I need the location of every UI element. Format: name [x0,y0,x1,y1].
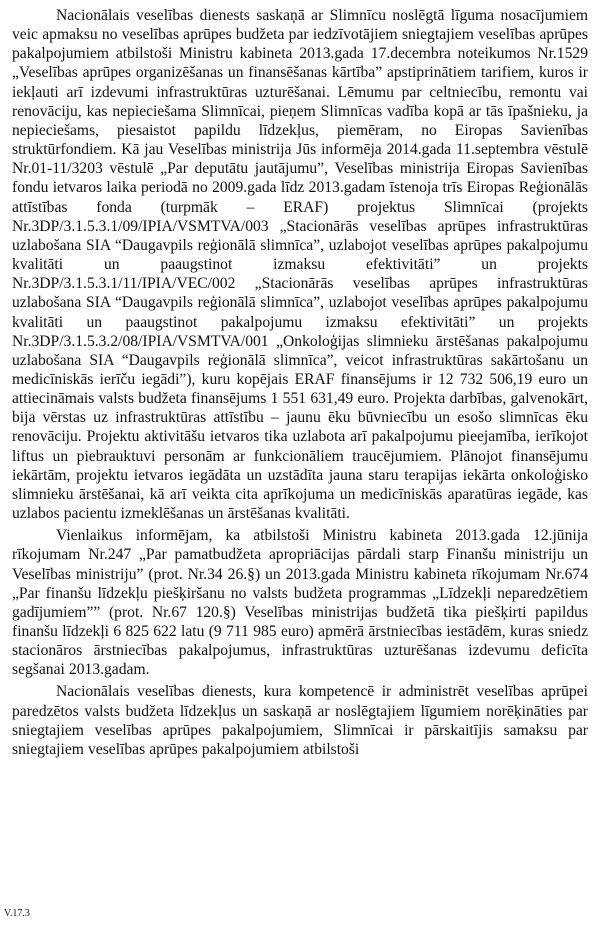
page-footer-version: V.17.3 [4,908,30,919]
paragraph-additional-funding: Vienlaikus informējam, ka atbilstoši Ministru kabineta 2013.gada 12.jūnija rīkojumam Nr.247 „Par pamatbudžeta apropriācijas pārdali starp Finanšu ministriju un Veselības ministriju” (prot. Nr.34 26.§) un 2013.gada Ministru kabineta rīkojumam Nr.674 „Par finanšu līdzekļu piešķiršanu no valsts budžeta programmas „Līdzekļi neparedzētiem gadījumiem”” (prot. Nr.67 120.§) Veselības ministrijas budžetā tika piešķirti papildus finanšu līdzekļi 6 825 622 latu (9 711 985 euro) apmērā ārstniecības iestādēm, kuras sniedz stacionāros ārstniecības pakalpojumus, infrastruktūras uzturēšanas izdevumu deficīta segšanai 2013.gadam. [12,527,588,679]
paragraph-health-service-payments: Nacionālais veselības dienests, kura kompetencē ir administrēt veselības aprūpei paredzētos valsts budžeta līdzekļus un saskaņā ar noslēgtajiem līgumiem norēķināties par sniegtajiem veselības aprūpes pakalpojumiem, Slimnīcai ir pārskaitījis samaksu par sniegtajiem veselības aprūpes pakalpojumiem atbilstoši [12,683,588,758]
paragraph-funding-and-eraf-projects: Nacionālais veselības dienests saskaņā ar Slimnīcu noslēgtā līguma nosacījumiem veic apmaksu no veselības aprūpes budžeta par iedzīvotājiem sniegtajiem veselības aprūpes pakalpojumiem atbilstoši Ministru kabineta 2013.gada 17.decembra noteikumos Nr.1529 „Veselības aprūpes organizēšanas un finansēšanas kārtība” apstiprinātiem tarifiem, kuros ir iekļauti arī izdevumi infrastruktūras uzturēšanai. Lēmumu par celtniecību, remontu vai renovāciju, kas nepieciešama Slimnīcai, pieņem Slimnīcas vadība kopā ar tās īpašnieku, ja nepieciešams, piesaistot papildu līdzekļus, piemēram, no Eiropas Savienības struktūrfondiem. Kā jau Veselības ministrija Jūs informēja 2014.gada 11.septembra vēstulē Nr.01-11/3203 vēstulē „Par deputātu jautājumu”, Veselības ministrija Eiropas Savienības fondu ietvaros laika periodā no 2009.gada līdz 2013.gadam īstenoja trīs Eiropas Reģionālās attīstības fonda (turpmāk – ERAF) projektus Slimnīcai (projekts Nr.3DP/3.1.5.3.1/09/IPIA/VSMTVA/003 „Stacionārās veselības aprūpes infrastruktūras uzlabošana SIA “Daugavpils reģionālā slimnīca”, uzlabojot veselības aprūpes pakalpojumu kvalitāti un paaugstinot izmaksu efektivitāti” un projekts Nr.3DP/3.1.5.3.1/11/IPIA/VEC/002 „Stacionārās veselības aprūpes infrastruktūras uzlabošana SIA “Daugavpils reģionālā slimnīca”, uzlabojot veselības aprūpes pakalpojumu kvalitāti un paaugstinot pakalpojumu izmaksu efektivitāti” un projekts Nr.3DP/3.1.5.3.2/08/IPIA/VSMTVA/001 „Onkoloģijas slimnieku ārstēšanas pakalpojumu uzlabošana SIA “Daugavpils reģionālā slimnīca”, veicot infrastruktūras sakārtošanu un medicīniskās ierīču iegādi”), kuru kopējais ERAF finansējums ir 12 732 506,19 euro un attiecināmais valsts budžeta finansējums 1 551 631,49 euro. Projekta darbības, galvenokārt, bija vērstas uz infrastruktūras attīstību – jaunu ēku būvniecību un esošo slimnīcas ēku renovāciju. Projektu aktivitāšu ietvaros tika uzlabota arī pakalpojumu pieejamība, ierīkojot liftus un piebrauktuvi personām ar funkcionāliem traucējumiem. Plānojot finansējumu iekārtām, projektu ietvaros iegādāta un uzstādīta jauna staru terapijas iekārta onkoloģisko slimnieku ārstēšanai, kā arī veikta cita aprīkojuma un medicīniskās aparatūras iegāde, kas uzlabos pacientu izmeklēšanas un ārstēšanas kvalitāti. [12,7,588,523]
